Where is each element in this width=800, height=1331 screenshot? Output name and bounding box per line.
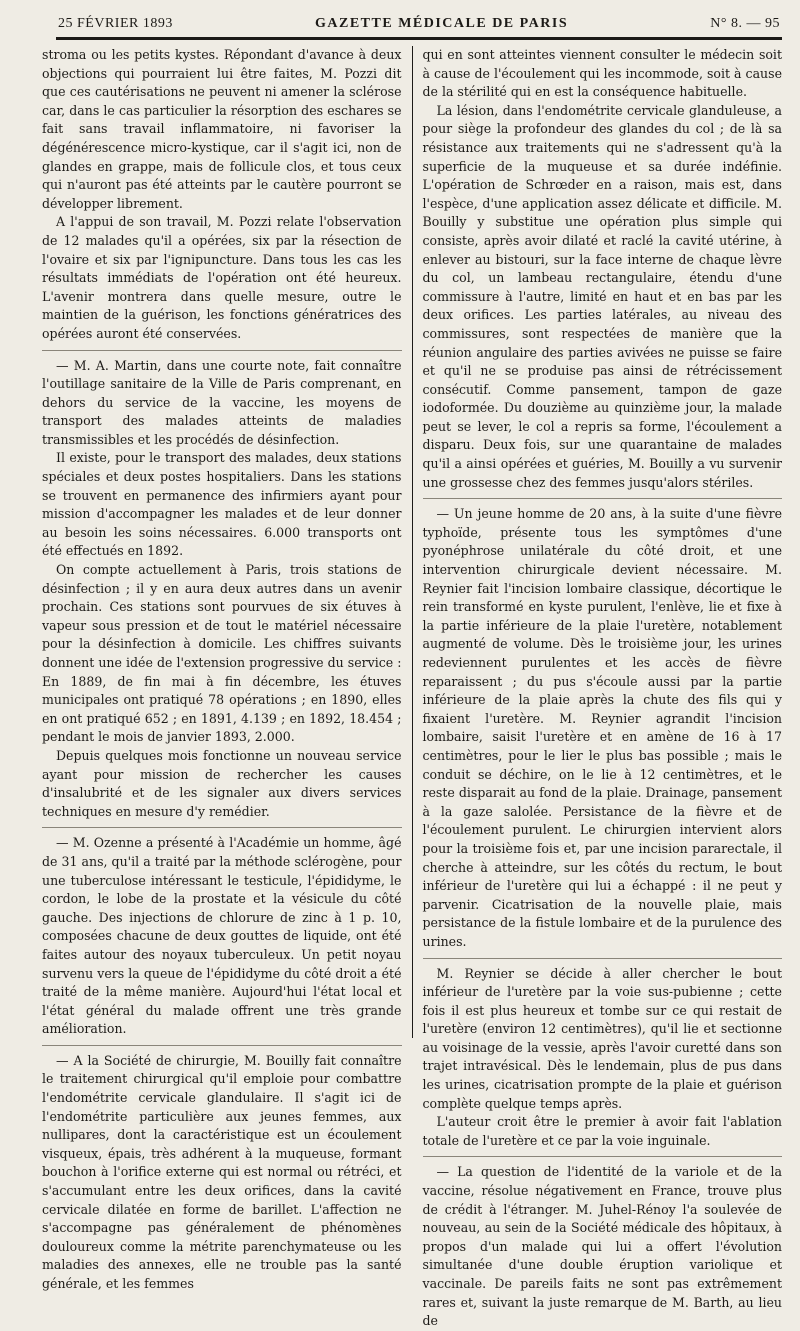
paragraph: Depuis quelques mois fonctionne un nouveau service ayant pour mission de rechercher les causes d'insalubrité et de les signaler aux divers services techniques en mesure d'y remédier.	[42, 747, 402, 819]
paragraph: On compte actuellement à Paris, trois stations de désinfection ; il y en aura deux autres dans un avenir prochain. Ces stations sont pourvues de six étuves à vapeur sous pression et de tout le matériel nécessaire pour la désinfection à domicile. Les chiffres suivants donnent une idée de l'extension progressive du service : En 1889, de fin mai à fin décembre, les étuves municipales ont pratiqué 78 opérations ; en 1890, elles en ont pratiqué 652 ; en 1891, 4.139 ; en 1892, 18.454 ; pendant le mois de janvier 1893, 2.000.	[42, 562, 402, 745]
paragraph: — A la Société de chirurgie, M. Bouilly fait connaître le traitement chirurgical qu'il emploie pour combattre l'endométrite cervicale glandulaire. Il s'agit ici de l'endométrite particulière aux jeunes femmes, aux nullipares, dont la caractéristique est un écoulement visqueux, épais, très adhérent à la muqueuse, formant bouchon à l'orifice externe qui est normal ou rétréci, et s'accumulant entre les deux orifices, dans la cavité cervicale dilatée en forme de barillet. L'affection ne s'accompagne pas généralement de phénomènes douloureux comme la métrite parenchymateuse ou les maladies des annexes, elle ne trouble pas la santé générale, et les femmes	[42, 1045, 402, 1294]
running-header	[42, 16, 782, 35]
paragraph: Il existe, pour le transport des malades, deux stations spéciales et deux postes hospitaliers. Dans les stations se trouvent en permanence des infirmiers ayant pour mission d'accompagner les malades et de leur donner au besoin les soins nécessaires. 6.000 transports ont été effectués en 1892.	[42, 450, 402, 559]
paragraph: — M. A. Martin, dans une courte note, fait connaître l'outillage sanitaire de la Ville de Paris comprenant, en dehors du service de la vaccine, les moyens de transport des malades atteints de maladies transmissibles et les procédés de désinfection.	[42, 350, 402, 450]
paragraph: La lésion, dans l'endométrite cervicale glanduleuse, a pour siège la profondeur des glandes du col ; de là sa résistance aux traitements qui ne s'adressent qu'à la superficie de la muqueuse et sa durée indéfinie. L'opération de Schrœder en a raison, mais est, dans l'espèce, d'une application assez délicate et difficile. M. Bouilly y substitue une opération plus simple qui consiste, après avoir dilaté et raclé la cavité utérine, à enlever au bistouri, sur la face interne de chaque lèvre du col, un lambeau rectangulaire, étendu d'une commissure à l'autre, limité en haut et en bas par les deux orifices. Les parties latérales, au niveau des commissures, sont respectées de manière que la réunion angulaire des parties avivées ne puisse se faire et qu'il ne se produise pas ainsi de rétrécissement consécutif. Comme pansement, tampon de gaze iodoformée. Du douzième au quinzième jour, la malade peut se lever, le col a repris sa forme, l'écoulement a disparu. Deux fois, sur une quarantaine de malades qu'il a ainsi opérées et guéries, M. Bouilly a vu survenir une grossesse chez des femmes jusqu'alors stériles.	[422, 102, 782, 490]
header-title: GAZETTE MÉDICALE DE PARIS	[315, 16, 569, 31]
two-column-body	[42, 46, 782, 1329]
paragraph: M. Reynier se décide à aller chercher le bout inférieur de l'uretère par la voie sus-pubienne ; cette fois il est plus heureux et tombe sur ce qui restait de l'uretère (environ 12 centimètres), qu'il lie et sectionne au voisinage de la vessie, après l'avoir curetté dans son trajet intravésical. Dès le lendemain, plus de pus dans les urines, cicatrisation prompte de la plaie et guérison complète quelque temps après.	[423, 958, 783, 1114]
paragraph: qui en sont atteintes viennent consulter le médecin soit à cause de l'écoulement qui les incommode, soit à cause de la stérilité qui en est la conséquence habituelle.	[422, 47, 782, 100]
header-date: 25 FÉVRIER 1893	[58, 16, 173, 31]
right-column	[412, 46, 783, 1329]
header-rule	[56, 37, 782, 40]
paragraph: — M. Ozenne a présenté à l'Académie un homme, âgé de 31 ans, qu'il a traité par la méthode sclérogène, pour une tuberculose intéressant le testicule, l'épididyme, le cordon, le lobe de la prostate et la vésicule du côté gauche. Des injections de chlorure de zinc à 1 p. 10, composées chacune de deux gouttes de liquide, ont été faites autour des noyaux tuberculeux. Un petit noyau survenu vers la queue de l'épididyme du côté droit a été traité de la même manière. Aujourd'hui l'état local et l'état général du malade offrent une très grande amélioration.	[42, 827, 402, 1039]
paragraph: stroma ou les petits kystes. Répondant d'avance à deux objections qui pourraient lui être faites, M. Pozzi dit que ces cautérisations ne peuvent ni amener la sclérose car, dans le cas particulier la résorption des eschares se fait sans travail inflammatoire, ni favoriser la dégénérescence micro-kystique, car il s'agit ici, non de glandes en grappe, mais de follicule clos, et tous ceux qui n'auront pas été atteints par le cautère pourront se développer librement.	[42, 47, 402, 211]
left-column	[42, 46, 412, 1291]
paragraph: L'auteur croit être le premier à avoir fait l'ablation totale de l'uretère et ce par la voie inguinale.	[422, 1114, 782, 1148]
header-issue: N° 8. — 95	[710, 16, 780, 31]
paragraph: — La question de l'identité de la variole et de la vaccine, résolue négativement en France, trouve plus de crédit à l'étranger. M. Juhel-Rénoy l'a soulevée de nouveau, au sein de la Société médicale des hôpitaux, à propos d'un malade qui lui a offert l'évolution simultanée d'une double éruption variolique et vaccinale. De pareils faits ne sont pas extrêmement rares et, suivant la juste remarque de M. Barth, au lieu de	[423, 1156, 783, 1330]
paragraph: — Un jeune homme de 20 ans, à la suite d'une fièvre typhoïde, présente tous les symptômes d'une pyonéphrose unilatérale du côté droit, et une intervention chirurgicale devient nécessaire. M. Reynier fait l'incision lombaire classique, décortique le rein transformé en kyste purulent, l'enlève, lie et fixe à la partie inférieure de la plaie l'uretère, notablement augmenté de volume. Dès le troisième jour, les urines redeviennent purulentes et les accès de fièvre reparaissent ; du pus s'écoule aussi par la partie inférieure de la plaie après la chute des fils qui y fixaient l'uretère. M. Reynier agrandit l'incision lombaire, saisit l'uretère et en amène de 16 à 17 centimètres, pour le lier le plus bas possible ; mais le conduit se déchire, on le lie à 12 centimètres, et le reste disparait au fond de la plaie. Drainage, pansement à la gaze salolée. Persistance de la fièvre et de l'écoulement purulent. Le chirurgien intervient alors pour la troisième fois et, par une incision pararectale, il cherche à atteindre, sur les côtés du rectum, le bout inférieur de l'uretère qui lui a échappé : il ne peut y parvenir. Cicatrisation de la nouvelle plaie, mais persistance de la fistule lombaire et de la purulence des urines.	[423, 498, 783, 951]
paragraph: A l'appui de son travail, M. Pozzi relate l'observation de 12 malades qu'il a opérées, six par la résection de l'ovaire et six par l'ignipuncture. Dans tous les cas les résultats immédiats de l'opération ont été heureux. L'avenir montrera dans quelle mesure, outre le maintien de la guérison, les fonctions génératrices des opérées auront été conservées.	[42, 214, 402, 341]
